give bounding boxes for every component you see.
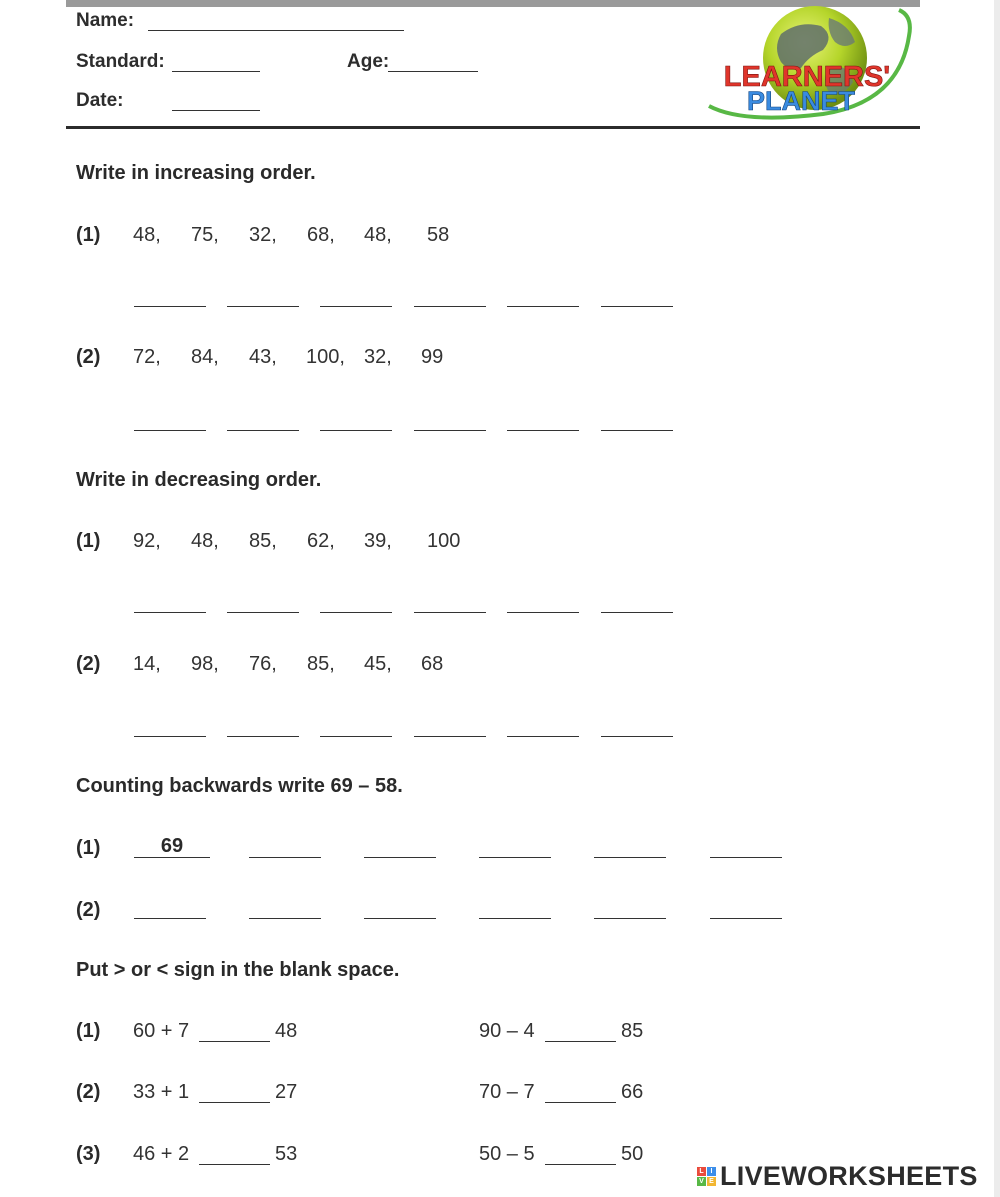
answer-blank[interactable] xyxy=(710,918,782,919)
number: 32, xyxy=(249,224,277,246)
answer-blank[interactable] xyxy=(320,612,392,613)
number: 100 xyxy=(427,530,461,552)
number: 32, xyxy=(364,346,392,368)
standard-label: Standard: xyxy=(76,51,165,72)
answer-blank[interactable] xyxy=(414,306,486,307)
name-label: Name: xyxy=(76,10,135,31)
number: 92, xyxy=(133,530,161,552)
number: 85, xyxy=(307,653,335,675)
left-value: 48 xyxy=(275,1020,298,1042)
standard-field[interactable] xyxy=(172,71,260,72)
number: 45, xyxy=(364,653,392,675)
increasing-q2-label: (2) xyxy=(76,346,101,368)
right-value: 66 xyxy=(621,1081,644,1103)
compare-row-label: (3) xyxy=(76,1143,101,1165)
decreasing-q2-label: (2) xyxy=(76,653,101,675)
answer-blank[interactable] xyxy=(320,430,392,431)
answer-blank[interactable] xyxy=(507,736,579,737)
number: 68 xyxy=(421,653,444,675)
answer-blank[interactable] xyxy=(414,612,486,613)
right-expression: 90 – 4 xyxy=(479,1020,535,1042)
answer-blank[interactable] xyxy=(414,430,486,431)
answer-blank[interactable] xyxy=(134,612,206,613)
number: 62, xyxy=(307,530,335,552)
compare-heading: Put > or < sign in the blank space. xyxy=(76,959,400,981)
answer-blank[interactable] xyxy=(479,857,551,858)
answer-blank[interactable] xyxy=(507,430,579,431)
compare-row-label: (2) xyxy=(76,1081,101,1103)
sign-blank[interactable] xyxy=(545,1102,616,1103)
number: 48, xyxy=(133,224,161,246)
answer-blank[interactable] xyxy=(479,918,551,919)
number: 98, xyxy=(191,653,219,675)
answer-blank[interactable] xyxy=(601,736,673,737)
answer-blank[interactable] xyxy=(507,612,579,613)
answer-blank[interactable] xyxy=(364,918,436,919)
liveworksheets-brand: LIVEWORKSHEETS xyxy=(720,1160,978,1191)
answer-blank[interactable] xyxy=(601,612,673,613)
number: 76, xyxy=(249,653,277,675)
answer-blank[interactable] xyxy=(227,612,299,613)
date-label: Date: xyxy=(76,90,124,111)
answer-blank[interactable] xyxy=(227,306,299,307)
left-expression: 33 + 1 xyxy=(133,1081,190,1103)
logo-line2: PLANET xyxy=(747,86,855,116)
increasing-q1-label: (1) xyxy=(76,224,101,246)
answer-blank[interactable] xyxy=(320,736,392,737)
answer-blank[interactable] xyxy=(594,918,666,919)
sign-blank[interactable] xyxy=(199,1164,270,1165)
sign-blank[interactable] xyxy=(199,1102,270,1103)
decreasing-heading: Write in decreasing order. xyxy=(76,469,322,491)
answer-blank[interactable] xyxy=(134,306,206,307)
age-field[interactable] xyxy=(388,71,478,72)
backwards-q1-label: (1) xyxy=(76,837,101,859)
left-expression: 46 + 2 xyxy=(133,1143,190,1165)
answer-blank[interactable] xyxy=(134,918,206,919)
answer-blank[interactable] xyxy=(227,430,299,431)
answer-blank[interactable] xyxy=(134,430,206,431)
learners-planet-logo xyxy=(703,6,915,124)
answer-blank[interactable] xyxy=(134,736,206,737)
number: 75, xyxy=(191,224,219,246)
number: 43, xyxy=(249,346,277,368)
name-field[interactable] xyxy=(148,30,404,31)
answer-blank[interactable] xyxy=(249,857,321,858)
sign-blank[interactable] xyxy=(545,1164,616,1165)
logo-line1: LEARNERS' xyxy=(723,61,891,93)
answer-blank[interactable] xyxy=(594,857,666,858)
left-value: 27 xyxy=(275,1081,298,1103)
answer-blank[interactable] xyxy=(710,857,782,858)
number: 85, xyxy=(249,530,277,552)
sign-blank[interactable] xyxy=(545,1041,616,1042)
decreasing-q1-label: (1) xyxy=(76,530,101,552)
given-answer: 69 xyxy=(134,835,210,858)
answer-blank[interactable] xyxy=(320,306,392,307)
left-expression: 60 + 7 xyxy=(133,1020,190,1042)
liveworksheets-icon: L I V E xyxy=(697,1167,716,1186)
right-value: 50 xyxy=(621,1143,644,1165)
number: 99 xyxy=(421,346,444,368)
right-value: 85 xyxy=(621,1020,644,1042)
page-edge xyxy=(994,0,1000,1197)
answer-blank[interactable] xyxy=(364,857,436,858)
backwards-q2-label: (2) xyxy=(76,899,101,921)
sign-blank[interactable] xyxy=(199,1041,270,1042)
number: 72, xyxy=(133,346,161,368)
compare-row-label: (1) xyxy=(76,1020,101,1042)
number: 48, xyxy=(191,530,219,552)
increasing-heading: Write in increasing order. xyxy=(76,162,316,184)
liveworksheets-watermark[interactable] xyxy=(697,1160,978,1192)
right-expression: 70 – 7 xyxy=(479,1081,535,1103)
answer-blank[interactable] xyxy=(507,306,579,307)
backwards-heading: Counting backwards write 69 – 58. xyxy=(76,775,403,797)
number: 84, xyxy=(191,346,219,368)
answer-blank[interactable] xyxy=(601,430,673,431)
number: 48, xyxy=(364,224,392,246)
number: 39, xyxy=(364,530,392,552)
date-field[interactable] xyxy=(172,110,260,111)
answer-blank[interactable] xyxy=(249,918,321,919)
number: 100, xyxy=(306,346,345,368)
number: 14, xyxy=(133,653,161,675)
answer-blank[interactable] xyxy=(601,306,673,307)
answer-blank[interactable] xyxy=(414,736,486,737)
left-value: 53 xyxy=(275,1143,298,1165)
right-expression: 50 – 5 xyxy=(479,1143,535,1165)
header-divider xyxy=(66,126,920,129)
answer-blank[interactable] xyxy=(227,736,299,737)
number: 68, xyxy=(307,224,335,246)
number: 58 xyxy=(427,224,450,246)
age-label: Age: xyxy=(347,51,390,72)
